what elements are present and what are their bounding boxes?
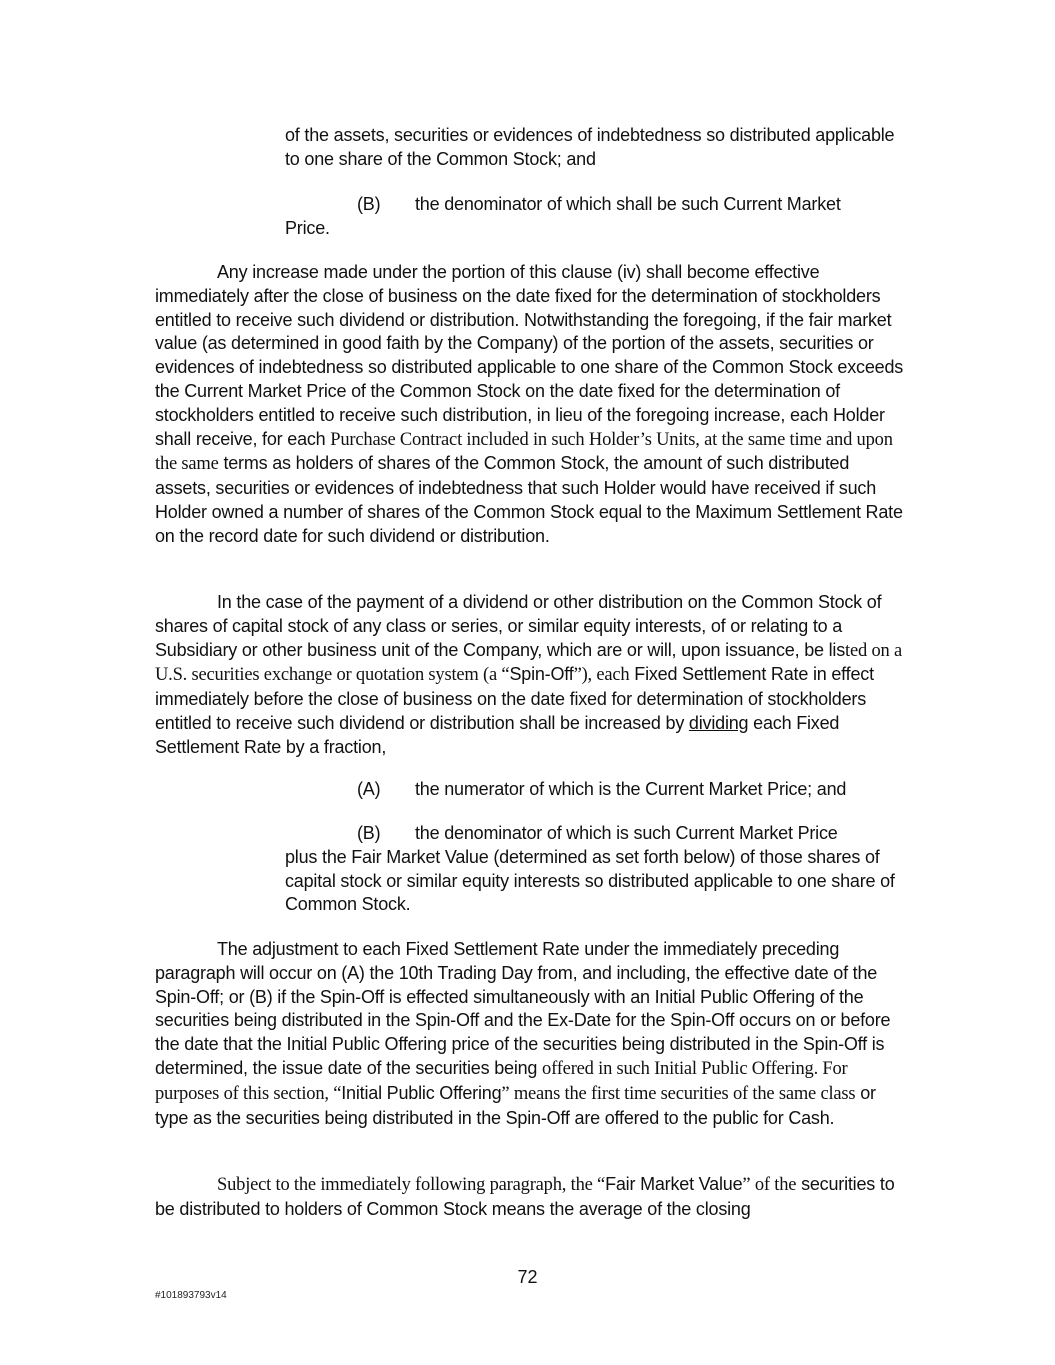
initial-public-offering-term: Initial Public Offering xyxy=(341,1082,502,1103)
item-b-first xyxy=(285,193,905,241)
dividing-underlined: dividing xyxy=(688,712,749,733)
paragraph-4-text-b: ” of the xyxy=(742,1175,797,1195)
item-b-second-label: (B) xyxy=(357,823,381,843)
item-b-second xyxy=(285,822,905,917)
paragraph-1-text-b: Purchase Contract included in such Holder’s Units, at the same time and upon the same xyxy=(155,429,893,475)
paragraph-3-text-d: or type as the securities being distributed in the Spin-Off are offered to the public for Cash. xyxy=(155,1082,876,1128)
continuation-text: of the assets, securities or evidences of indebtedness so distributed applicable to one share of the Common Stock; and xyxy=(285,125,895,169)
document-id: #101893793v14 xyxy=(155,1290,227,1301)
paragraph-2-text-a: In the case of the payment of a dividend or other distribution on the Common Stock of shares of capital stock of any class or series, or similar equity interests, of or relating to a Subsidiary or other business unit of the Company, which are or will, upon issuance, be lis xyxy=(155,592,882,660)
item-a-label: (A) xyxy=(357,779,381,799)
spin-off-term: Spin-Off xyxy=(509,664,574,685)
item-b-first-text-cont: Price. xyxy=(285,217,330,238)
page-number: 72 xyxy=(517,1267,538,1287)
continuation-paragraph xyxy=(285,124,905,172)
paragraph-2-text-d: Fixed Settlement Rate in effect immediately before the close of business on the date fixed for determination of stockholders entitled to receive such dividend or distribution shall be increased by xyxy=(155,664,874,733)
paragraph-1-text-c: terms as holders of shares of the Common Stock, the amount of such distributed assets, securities or evidences of indebtedness that such Holder would have received if such Holder owned a number of shares of the Common Stock equal to the Maximum Settlement Rate on the record date for such dividend or distribution. xyxy=(155,453,903,546)
paragraph-4-text-a: Subject to the immediately following paragraph, the “ xyxy=(217,1175,606,1195)
paragraph-2-text-c: ”), each xyxy=(573,665,630,686)
item-a-text: the numerator of which is the Current Market Price; and xyxy=(415,779,847,799)
item-b-second-text: the denominator of which is such Current Market Price xyxy=(415,823,838,843)
paragraph-adjustment-timing xyxy=(155,938,905,1130)
paragraph-2-text-b: ted on a U.S. securities exchange or quotation system (a “ xyxy=(155,640,902,686)
paragraph-3-text-c: ” means the first time securities of the same class xyxy=(501,1083,856,1104)
item-a xyxy=(285,778,905,802)
paragraph-increase-effective xyxy=(155,261,905,549)
paragraph-4-text-c: securities to be distributed to holders of Common Stock means the average of the closing xyxy=(155,1174,895,1219)
item-b-first-text: the denominator of which shall be such Current Market xyxy=(415,194,841,214)
item-b-first-label: (B) xyxy=(357,194,381,214)
paragraph-fair-market-value xyxy=(155,1173,905,1222)
paragraph-3-text-a: The adjustment to each Fixed Settlement Rate under the immediately preceding paragraph will occur on (A) the 10th Trading Day from, and including, the effective date of the Spin-Off; or (B) if the Spin-Off is effected simultaneously with an Initial Public Offering of the securities being distributed in the Spin-Off and the Ex-Date for the Spin-Off occurs on or before the date that the Initial Public Offering price of the securities being distributed in the Spin-Off is determined, the issue date of the securities being xyxy=(155,939,891,1078)
item-b-second-text-cont: plus the Fair Market Value (determined as set forth below) of those shares of capital stock or similar equity interests so distributed applicable to one share of Common Stock. xyxy=(285,846,895,915)
fair-market-value-term: Fair Market Value xyxy=(605,1174,743,1194)
paragraph-1-text-a: Any increase made under the portion of this clause (iv) shall become effective immediately after the close of business on the date fixed for the determination of stockholders entitled to receive such dividend or distribution. Notwithstanding the foregoing, if the fair market value (as determined in good faith by the Company) of the portion of the assets, securities or evidences of indebtedness so distributed applicable to one share of the Common Stock exceeds the Current Market Price of the Common Stock on the date fixed for the determination of stockholders entitled to receive such distribution, in lieu of the foregoing increase, each Holder shall receive, for each xyxy=(155,262,904,449)
paragraph-2-text-e: each Fixed Settlement Rate by a fraction, xyxy=(155,712,840,757)
paragraph-3-text-b: offered in such Initial Public Offering. For purposes of this section, “ xyxy=(155,1058,848,1104)
paragraph-spin-off xyxy=(155,591,905,760)
